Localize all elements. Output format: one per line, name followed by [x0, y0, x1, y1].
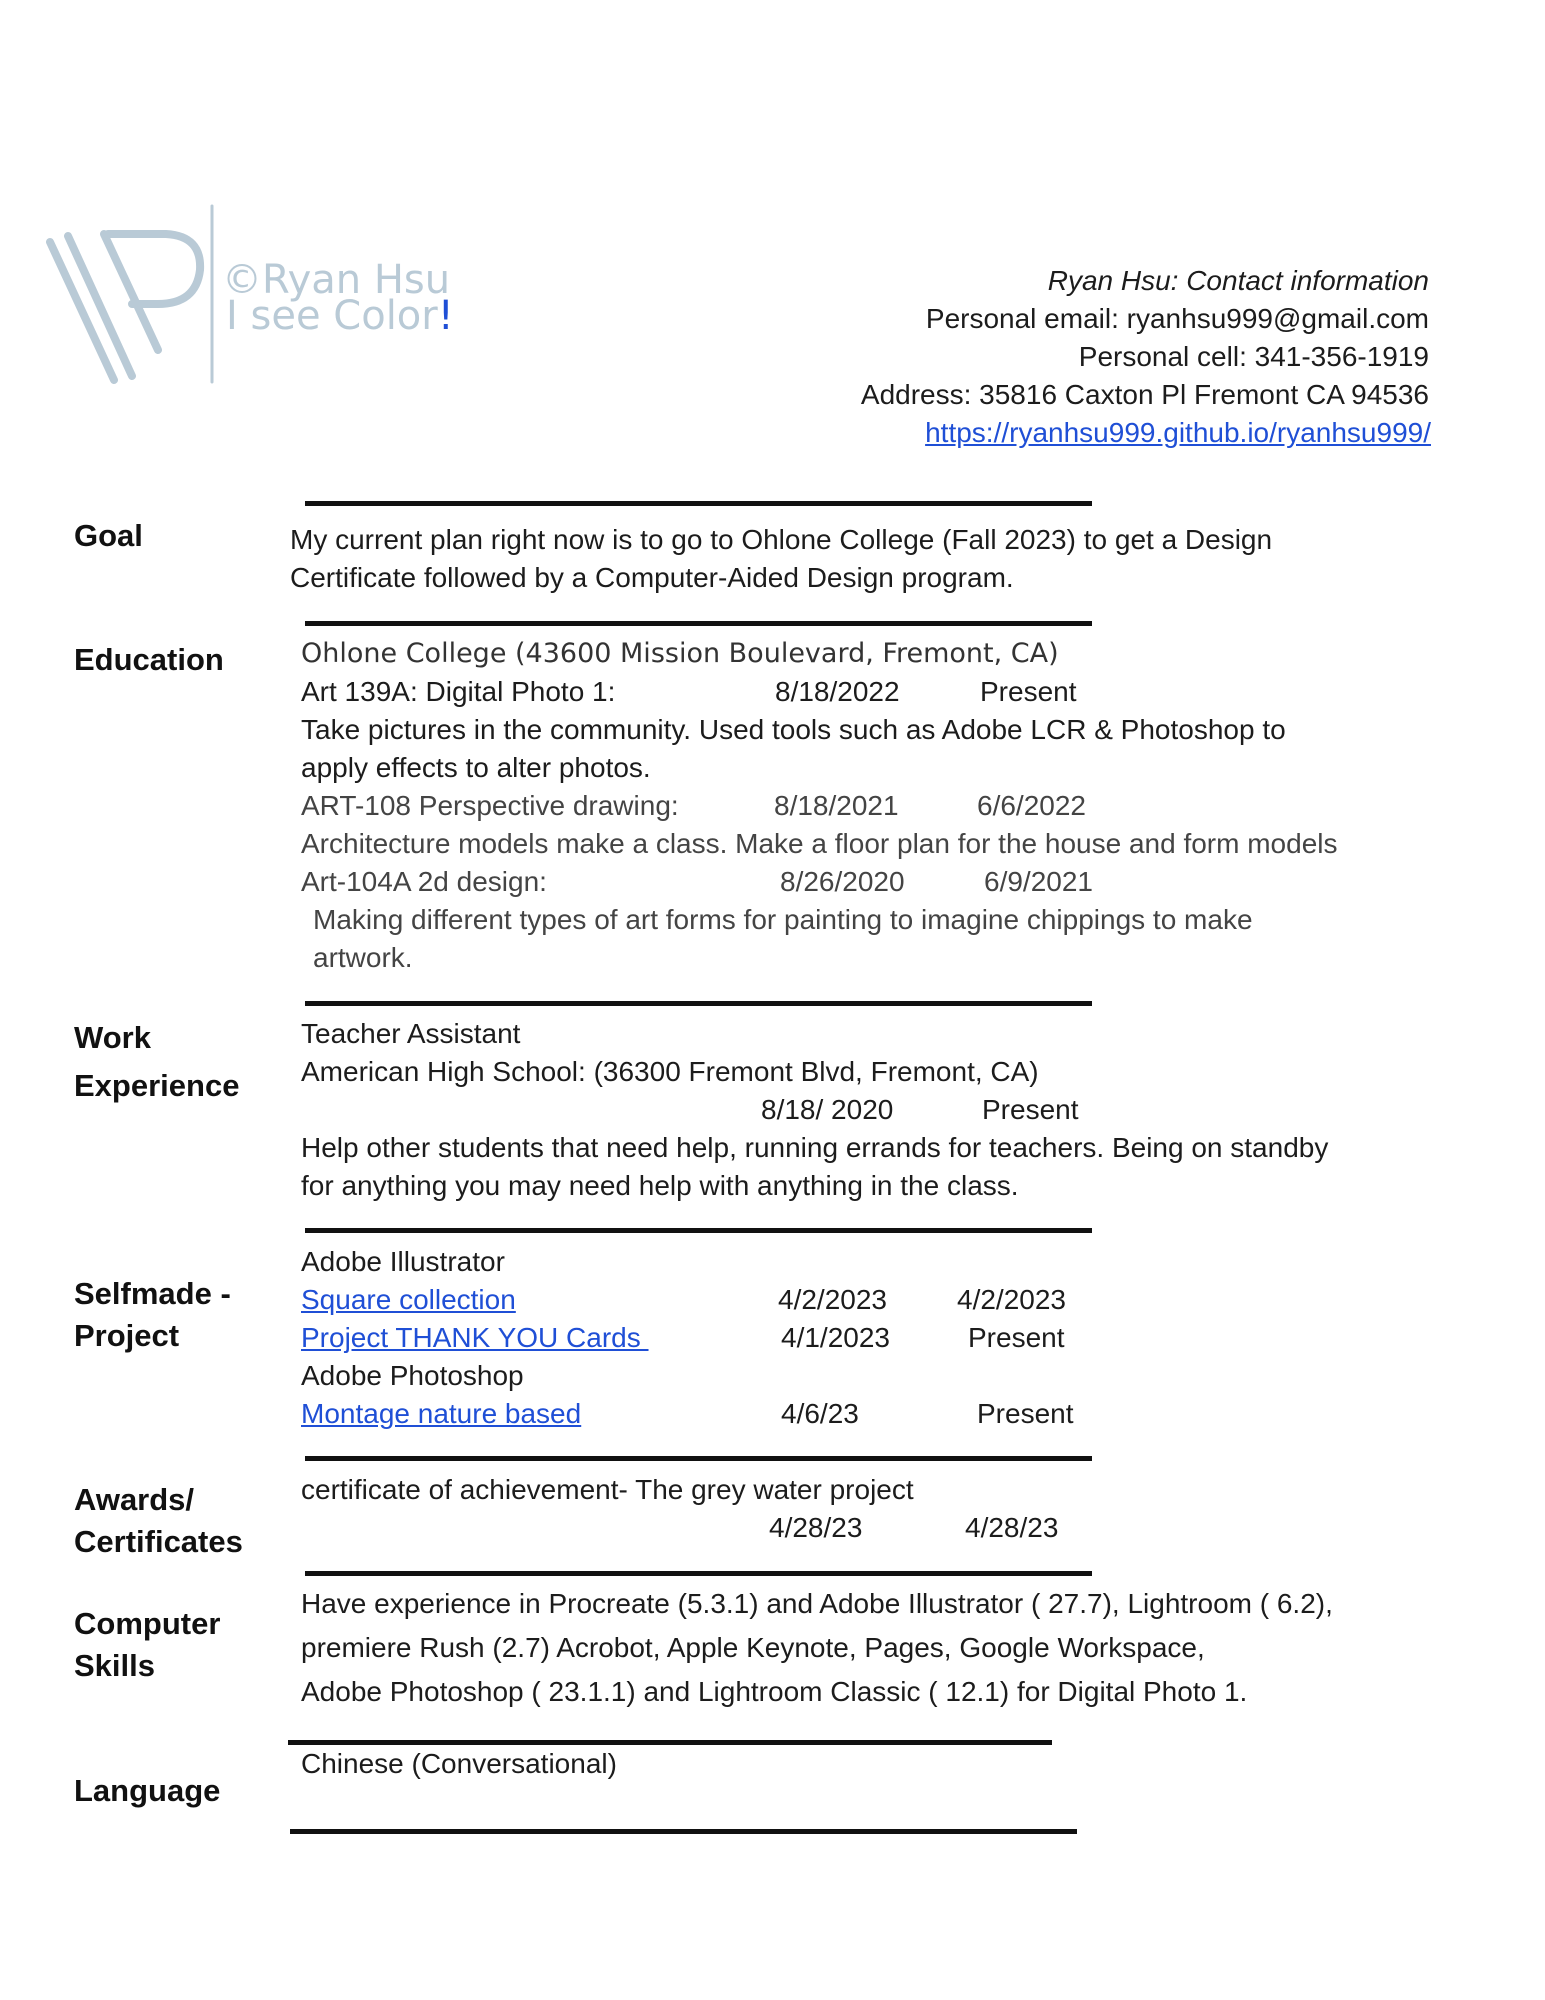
course-3-name: Art-104A 2d design:: [301, 866, 547, 897]
illustrator-heading: Adobe Illustrator: [301, 1246, 505, 1277]
contact-heading: Ryan Hsu: Contact information: [1047, 265, 1429, 296]
awards-label-2: Certificates: [74, 1524, 243, 1559]
divider-work: [305, 1001, 1092, 1006]
course-1-end: Present: [980, 676, 1077, 707]
logo-tagline-mark: !: [437, 293, 454, 339]
work-place: American High School: (36300 Fremont Blvd, Fremont, CA): [301, 1056, 1039, 1087]
project-thank-you-cards-link[interactable]: Project THANK YOU Cards: [301, 1322, 649, 1353]
project-1-start: 4/2/2023: [778, 1284, 887, 1315]
course-1-desc-2: apply effects to alter photos.: [301, 752, 651, 783]
contact-address: Address: 35816 Caxton Pl Fremont CA 94536: [860, 379, 1429, 410]
skills-label-1: Computer: [74, 1606, 221, 1641]
skills-line-2: premiere Rush (2.7) Acrobot, Apple Keynote, Pages, Google Workspace,: [301, 1632, 1205, 1663]
work-label-1: Work: [74, 1020, 151, 1055]
project-montage-link[interactable]: Montage nature based: [301, 1398, 582, 1429]
goal-line-1: My current plan right now is to go to Ohlone College (Fall 2023) to get a Design: [290, 524, 1273, 555]
course-1-desc-1: Take pictures in the community. Used tools such as Adobe LCR & Photoshop to: [301, 714, 1286, 745]
contact-email: Personal email: ryanhsu999@gmail.com: [925, 303, 1429, 334]
divider-awards: [305, 1456, 1092, 1461]
course-2-name: ART-108 Perspective drawing:: [301, 790, 679, 821]
logo-copyright: ©Ryan Hsu: [222, 257, 451, 303]
course-3-desc-1: Making different types of art forms for painting to imagine chippings to make: [313, 904, 1253, 935]
contact-cell: Personal cell: 341-356-1919: [1078, 341, 1429, 372]
course-3-start: 8/26/2020: [780, 866, 905, 897]
work-desc-1: Help other students that need help, running errands for teachers. Being on standby: [301, 1132, 1329, 1163]
project-square-collection-link[interactable]: Square collection: [301, 1284, 516, 1315]
course-1-start: 8/18/2022: [775, 676, 900, 707]
divider-projects: [305, 1228, 1092, 1233]
project-3-end: Present: [977, 1398, 1074, 1429]
goal-label: Goal: [74, 518, 143, 553]
education-label: Education: [74, 642, 224, 677]
work-desc-2: for anything you may need help with anything in the class.: [301, 1170, 1019, 1201]
work-title: Teacher Assistant: [301, 1018, 521, 1049]
award-start: 4/28/23: [769, 1512, 863, 1543]
photoshop-heading: Adobe Photoshop: [301, 1360, 524, 1391]
skills-line-1: Have experience in Procreate (5.3.1) and Adobe Illustrator ( 27.7), Lightroom ( 6.2),: [301, 1588, 1333, 1619]
project-3-start: 4/6/23: [781, 1398, 859, 1429]
award-title: certificate of achievement- The grey water project: [301, 1474, 914, 1505]
project-2-start: 4/1/2023: [781, 1322, 890, 1353]
projects-label-1: Selfmade -: [74, 1276, 231, 1311]
logo-tagline: [226, 293, 454, 339]
divider-bottom: [290, 1829, 1077, 1834]
course-3-desc-2: artwork.: [313, 942, 413, 973]
work-start: 8/18/ 2020: [761, 1094, 894, 1125]
course-2-end: 6/6/2022: [977, 790, 1086, 821]
project-2-end: Present: [968, 1322, 1065, 1353]
skills-label-2: Skills: [74, 1648, 155, 1683]
logo-mark-icon: [46, 200, 226, 390]
awards-label-1: Awards/: [74, 1482, 195, 1517]
contact-website-link[interactable]: https://ryanhsu999.github.io/ryanhsu999/: [925, 417, 1431, 448]
logo-tagline-text: I see Color: [226, 293, 438, 339]
language-value: Chinese (Conversational): [301, 1748, 617, 1779]
divider-skills: [305, 1571, 1092, 1576]
divider-education: [305, 621, 1092, 626]
work-end: Present: [982, 1094, 1079, 1125]
award-end: 4/28/23: [965, 1512, 1059, 1543]
divider-goal: [305, 501, 1092, 506]
skills-line-3: Adobe Photoshop ( 23.1.1) and Lightroom Classic ( 12.1) for Digital Photo 1.: [301, 1676, 1248, 1707]
course-2-desc-1: Architecture models make a class. Make a floor plan for the house and form models: [301, 828, 1338, 859]
education-school: Ohlone College (43600 Mission Boulevard, Fremont, CA): [301, 638, 1059, 669]
projects-label-2: Project: [74, 1318, 180, 1353]
course-3-end: 6/9/2021: [984, 866, 1093, 897]
course-1-name: Art 139A: Digital Photo 1:: [301, 676, 616, 707]
course-2-start: 8/18/2021: [774, 790, 899, 821]
work-label-2: Experience: [74, 1068, 240, 1103]
language-label: Language: [74, 1773, 221, 1808]
logo: [46, 200, 454, 390]
project-1-end: 4/2/2023: [957, 1284, 1066, 1315]
goal-line-2: Certificate followed by a Computer-Aided Design program.: [290, 562, 1014, 593]
